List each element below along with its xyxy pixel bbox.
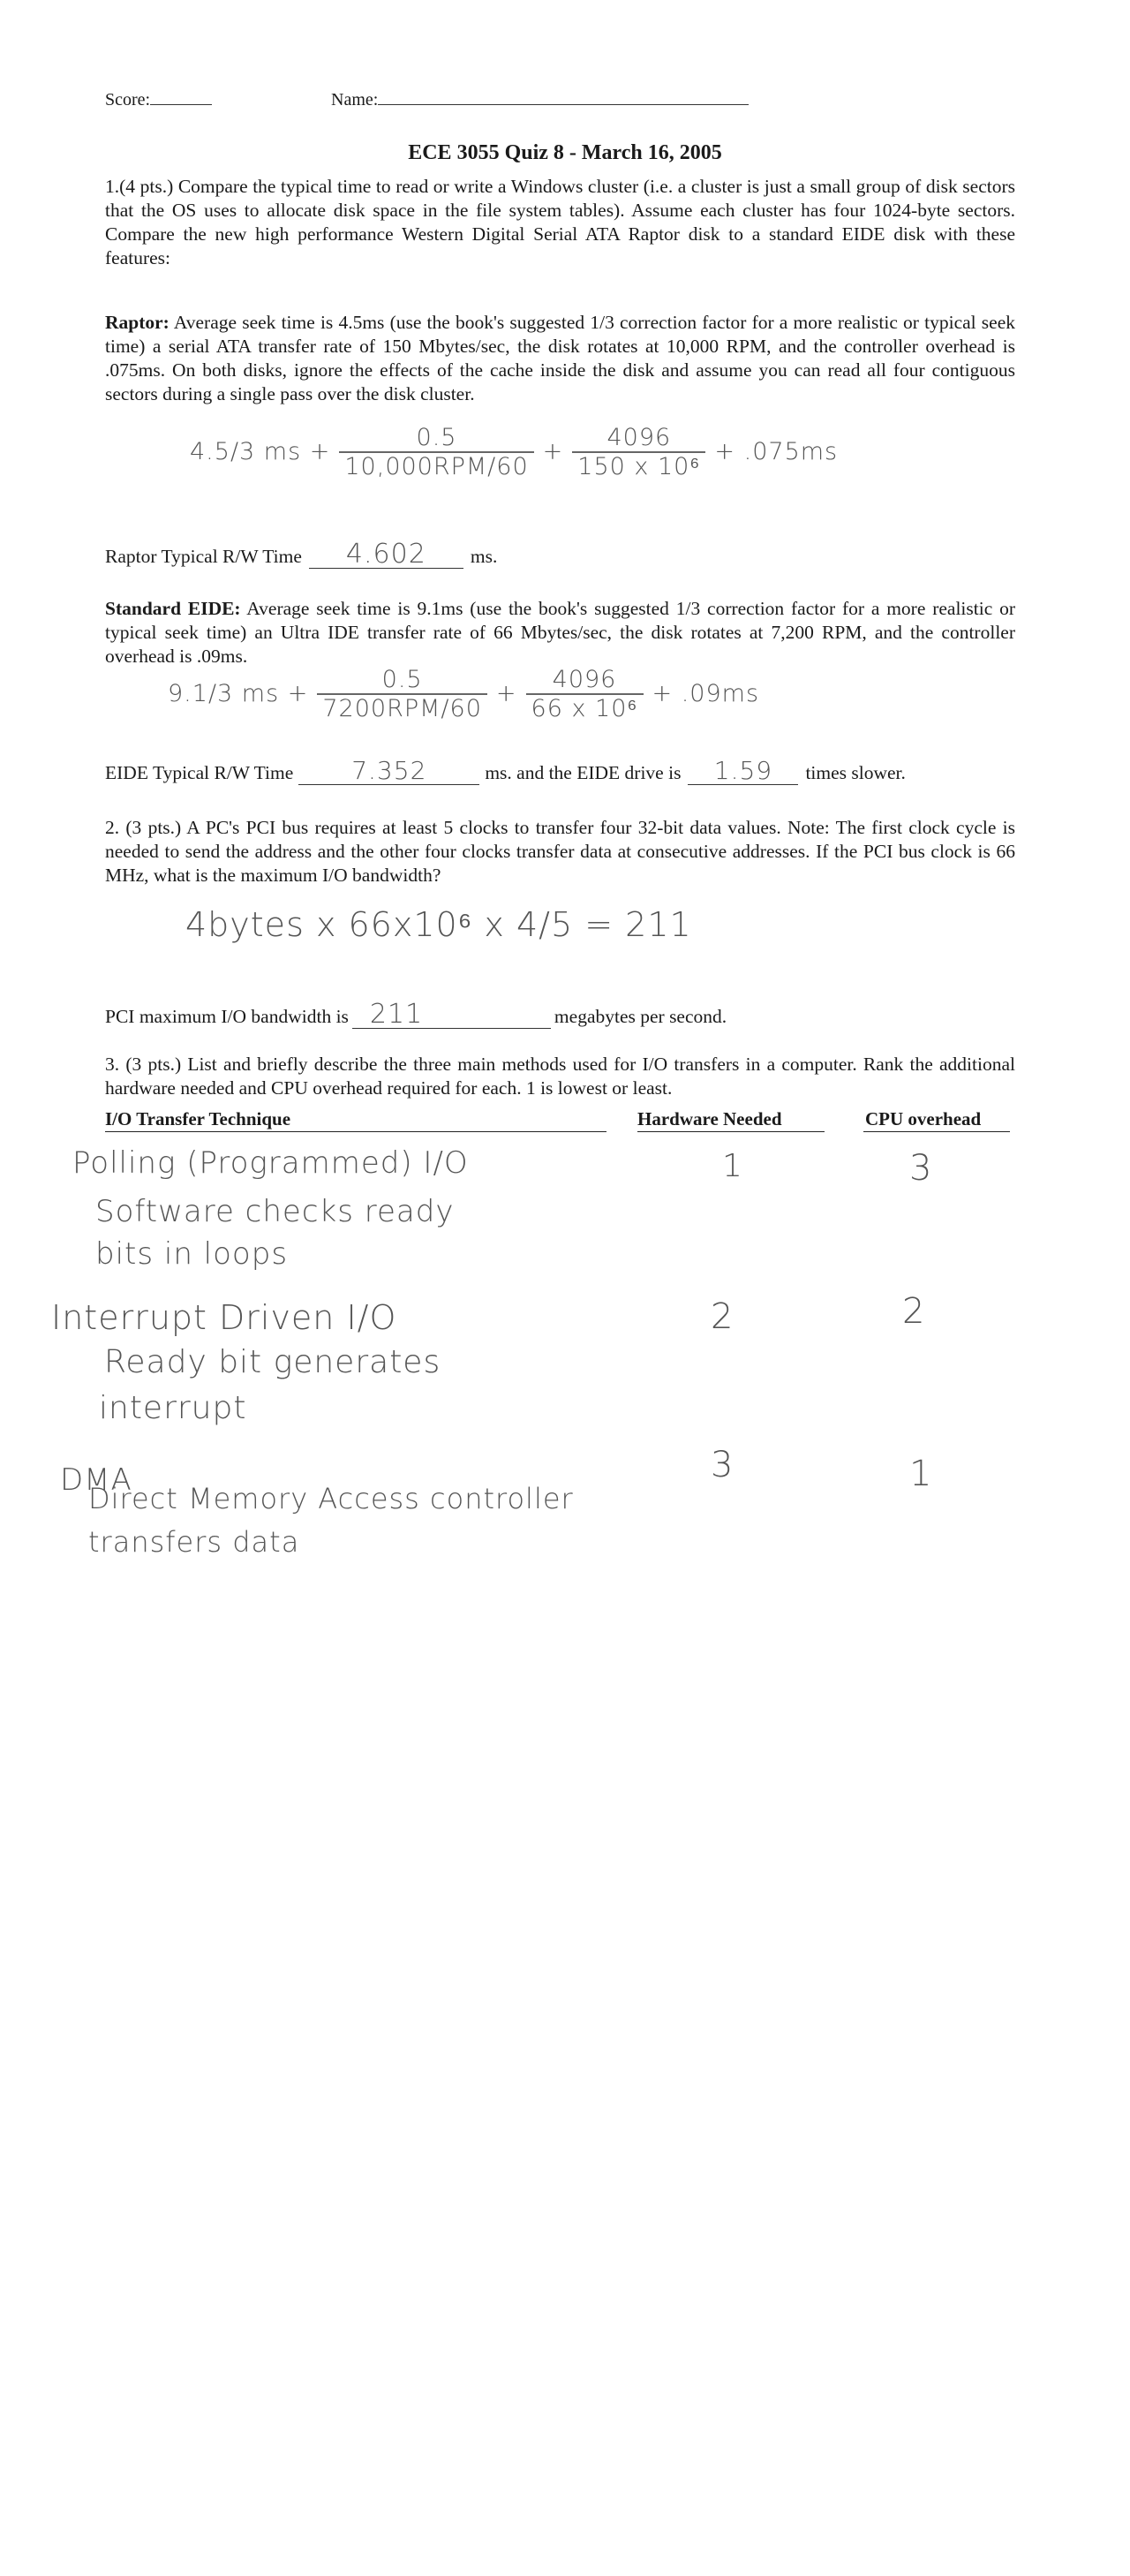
header-rule-technique bbox=[105, 1131, 606, 1132]
col-header-hardware: Hardware Needed bbox=[637, 1108, 782, 1129]
score-label: Score: bbox=[105, 88, 212, 112]
technique-row-3-hardware: 3 bbox=[711, 1445, 734, 1485]
pci-bandwidth-answer: 211 bbox=[352, 1001, 551, 1029]
col-header-cpu: CPU overhead bbox=[865, 1108, 982, 1129]
col-header-technique: I/O Transfer Technique bbox=[105, 1108, 291, 1129]
technique-row-2-cpu: 2 bbox=[902, 1291, 926, 1332]
raptor-time-line: Raptor Typical R/W Time 4.602 ms. bbox=[105, 539, 498, 570]
technique-row-1-hardware: 1 bbox=[722, 1148, 743, 1184]
technique-row-3-cpu: 1 bbox=[909, 1454, 933, 1494]
q2-text: 2. (3 pts.) A PC's PCI bus requires at least 5 clocks to transfer four 32-bit data values. Note: The first clock cycle is needed to send the address and the other four clocks transfer data at consecutive addresses. If the PCI bus clock is 66 MHz, what is the maximum I/O bandwidth? bbox=[105, 817, 1015, 886]
raptor-description: Raptor: Average seek time is 4.5ms (use the book's suggested 1/3 correction factor for a more realistic or typical seek time) a serial ATA transfer rate of 150 Mbytes/sec, the disk rotates at 10,000 RPM, and the controller overhead is .075ms. On both disks, ignore the effects of the cache inside the disk and assume you can read all four contiguous sectors during a single pass over the disk cluster. bbox=[105, 312, 1015, 404]
technique-row-1-desc-cont: bits in loops bbox=[95, 1236, 289, 1272]
raptor-handwritten-work: 4.5/3 ms + $\frac{0.5}{\text{10,000RPM/60}}$ + $\frac{4096}{\text{150 x 10⁶}}$ + .075ms bbox=[190, 424, 839, 480]
eide-time-answer: 7.352 bbox=[298, 758, 479, 785]
technique-row-2-name: Interrupt Driven I/O bbox=[51, 1298, 397, 1337]
q1-intro: 1.(4 pts.) Compare the typical time to read or write a Windows cluster (i.e. a cluster is just a small group of disk sectors that the OS uses to allocate disk space in the file system tables). Assume each cluster has four 1024-byte sectors. Compare the new high performance Western Digital Serial ATA Raptor disk to a standard EIDE disk with these features: bbox=[105, 176, 1015, 268]
eide-ratio-answer: 1.59 bbox=[688, 758, 798, 785]
header-rule-cpu bbox=[863, 1131, 1010, 1132]
eide-handwritten-work: 9.1/3 ms + $\frac{0.5}{\text{7200RPM/60}}$ + $\frac{4096}{\text{66 x 10⁶}}$ + .09ms bbox=[168, 666, 760, 722]
technique-row-2-desc-cont: interrupt bbox=[99, 1390, 247, 1426]
eide-time-line: EIDE Typical R/W Time 7.352 ms. and the EIDE drive is 1.59 times slower. bbox=[105, 756, 906, 785]
technique-row-3-name: DMA bbox=[60, 1462, 132, 1498]
eide-description: Standard EIDE: Average seek time is 9.1ms (use the book's suggested 1/3 correction factor for a more realistic or typical seek time) an Ultra IDE transfer rate of 66 Mbytes/sec, the disk rotates at 7,200 RPM, and the controller overhead is .09ms. bbox=[105, 598, 1015, 667]
raptor-fraction-2: $\frac{4096}{\text{150 x 10⁶}}$ bbox=[572, 424, 705, 480]
technique-row-1-desc: Software checks ready bbox=[95, 1194, 455, 1229]
eide-fraction-2: $\frac{4096}{\text{66 x 10⁶}}$ bbox=[526, 666, 644, 722]
header-rule-hardware bbox=[637, 1131, 825, 1132]
quiz-title: ECE 3055 Quiz 8 - March 16, 2005 bbox=[408, 141, 722, 164]
technique-row-2-hardware: 2 bbox=[711, 1296, 734, 1337]
technique-row-1-cpu: 3 bbox=[909, 1148, 933, 1189]
raptor-time-answer: 4.602 bbox=[309, 541, 463, 569]
eide-fraction-1: $\frac{0.5}{\text{7200RPM/60}}$ bbox=[317, 666, 487, 722]
q3-text: 3. (3 pts.) List and briefly describe the three main methods used for I/O transfers in a computer. Rank the additional hardware needed and CPU overhead required for each. 1 is lowest or least. bbox=[105, 1054, 1015, 1099]
technique-row-1-name: Polling (Programmed) I/O bbox=[72, 1145, 469, 1181]
technique-row-3-desc-cont: transfers data bbox=[88, 1525, 300, 1559]
q2-answer-line: PCI maximum I/O bandwidth is 211 megabytes per second. bbox=[105, 999, 727, 1030]
name-label: Name: bbox=[331, 88, 749, 112]
technique-row-3-desc: Direct Memory Access controller bbox=[88, 1482, 574, 1515]
raptor-fraction-1: $\frac{0.5}{\text{10,000RPM/60}}$ bbox=[339, 424, 533, 480]
q2-handwritten-work: 4bytes x 66x10⁶ x 4/5 = 211 bbox=[185, 905, 692, 944]
technique-row-2-desc: Ready bit generates bbox=[104, 1344, 441, 1380]
